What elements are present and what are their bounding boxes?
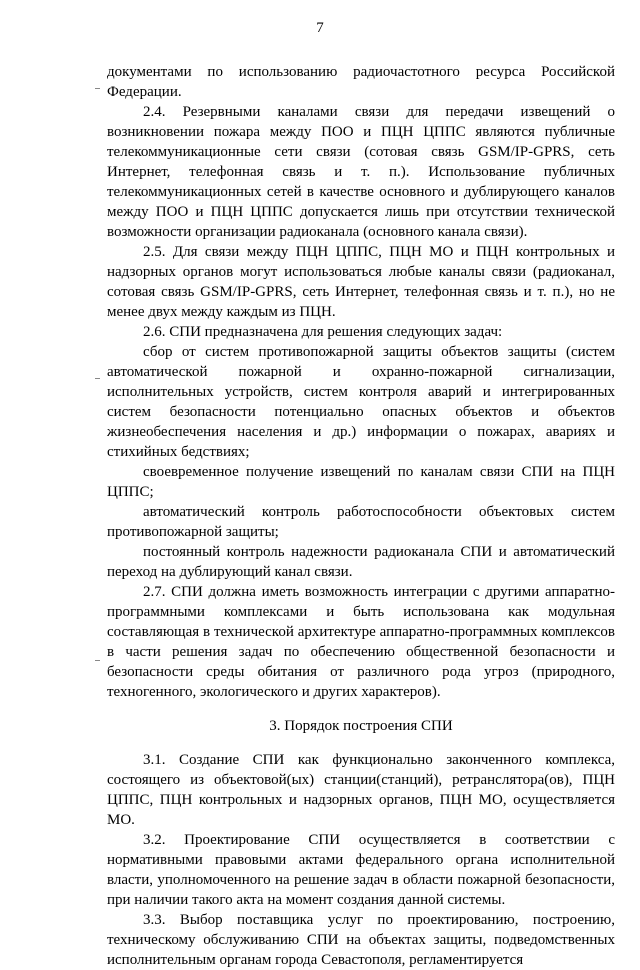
margin-mark [95,660,100,661]
list-item: сбор от систем противопожарной защиты объектов защиты (систем автоматической пожарной и охранно-пожарной сигнализации, исполнительных устройств, систем контроля аварий и интегрированных систем безопасности потенциально опасных объектов и объектов жизнеобеспечения населения и др.) информации о пожарах, авариях и стихийных бедствиях; [107,344,615,460]
page-number: 7 [316,20,324,36]
paragraph: 3.1. Создание СПИ как функционально законченного комплекса, состоящего из объектовой(ых) станции(станций), ретранслятора(ов), ПЦН ЦППС, ПЦН контрольных и надзорных органов, ПЦН МО, осуществляется МО. [107,752,615,828]
margin-mark [95,378,100,379]
document-body [107,62,615,970]
section-heading: 3. Порядок построения СПИ [269,718,453,734]
paragraph: 2.5. Для связи между ПЦН ЦППС, ПЦН МО и ПЦН контрольных и надзорных органов могут использоваться любые каналы связи (радиоканал, сотовая связь GSM/IP-GPRS, сеть Интернет, телефонная связь и т. п.), но не менее двух между каждым из ПЦН. [107,244,615,320]
paragraph: 3.3. Выбор поставщика услуг по проектированию, построению, техническому обслуживанию СПИ на объектах защиты, подведомственных исполнительным органам города Севастополя, регламентируется [107,912,615,968]
paragraph: документами по использованию радиочастотного ресурса Российской Федерации. [107,64,615,100]
margin-mark [95,88,100,89]
paragraph: 2.7. СПИ должна иметь возможность интеграции с другими аппаратно-программными комплексами и быть использована как модульная составляющая в технической архитектуре аппаратно-программных комплексов в части решения задач по обеспечению общественной безопасности и безопасности среды обитания от различного рода угроз (природного, техногенного, экологического и других характеров). [107,584,615,700]
paragraph: 3.2. Проектирование СПИ осуществляется в соответствии с нормативными правовыми актами федерального органа исполнительной власти, уполномоченного на решение задач в области пожарной безопасности, при наличии такого акта на момент создания данной системы. [107,832,615,908]
paragraph: 2.4. Резервными каналами связи для передачи извещений о возникновении пожара между ПОО и ПЦН ЦППС являются публичные телекоммуникационные сети связи (сотовая связь GSM/IP-GPRS, сеть Интернет, телефонная связь и т. п.). Использование публичных телекоммуникационных сетей в качестве основного и дублирующего каналов между ПОО и ПЦН ЦППС допускается лишь при отсутствии технической возможности организации радиоканала (основного канала связи). [107,104,615,240]
list-item: постоянный контроль надежности радиоканала СПИ и автоматический переход на дублирующий канал связи. [107,544,615,580]
list-item: автоматический контроль работоспособности объектовых систем противопожарной защиты; [107,504,615,540]
paragraph: 2.6. СПИ предназначена для решения следующих задач: [143,324,503,340]
list-item: своевременное получение извещений по каналам связи СПИ на ПЦН ЦППС; [107,464,615,500]
